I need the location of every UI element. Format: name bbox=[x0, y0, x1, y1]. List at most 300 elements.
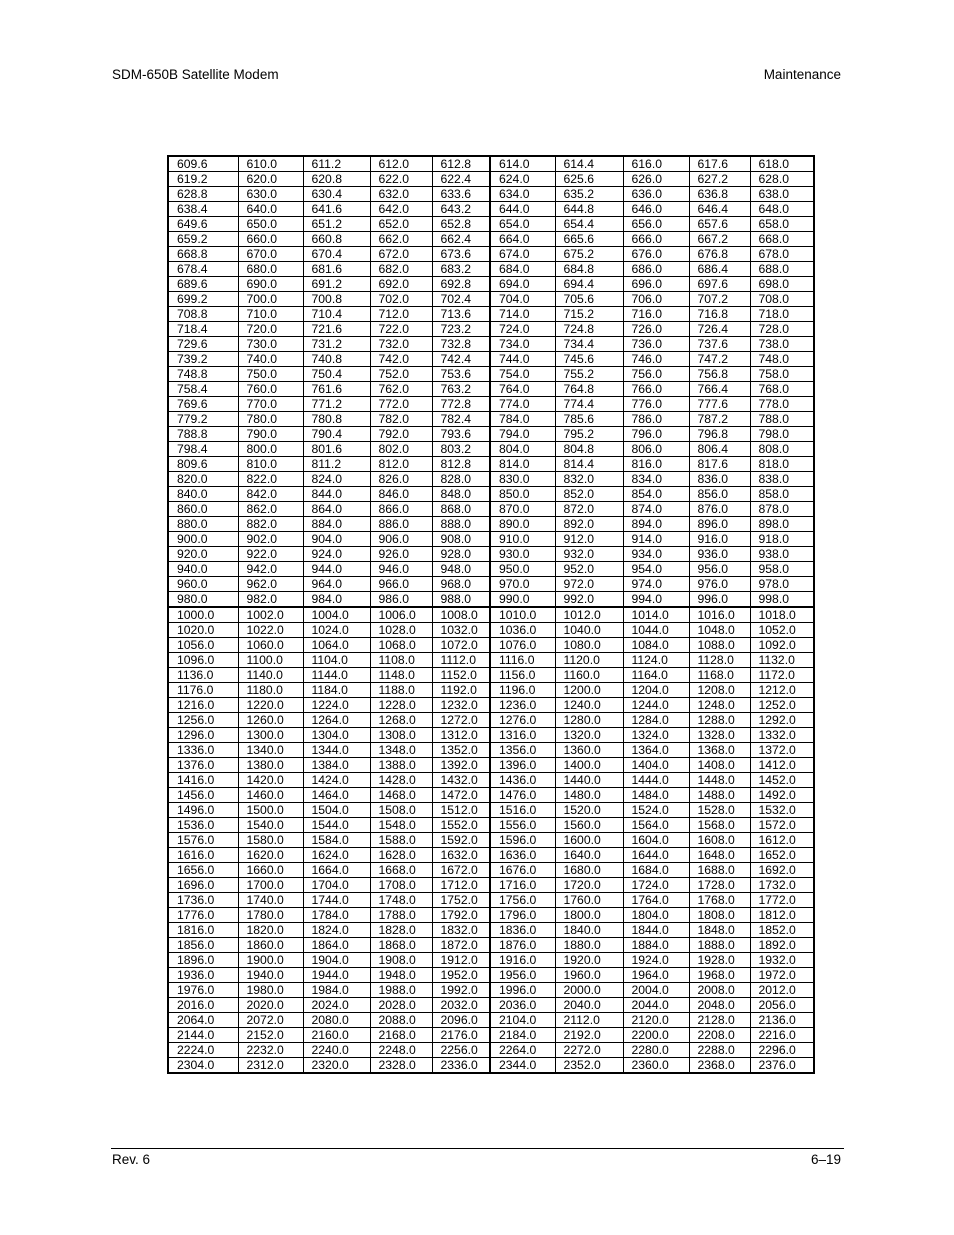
table-cell: 724.8 bbox=[555, 322, 623, 337]
table-cell: 1196.0 bbox=[490, 683, 555, 698]
table-row bbox=[168, 592, 814, 608]
table-cell: 1292.0 bbox=[750, 713, 814, 728]
table-row bbox=[168, 1043, 814, 1058]
table-cell: 760.0 bbox=[238, 382, 303, 397]
table-row bbox=[168, 818, 814, 833]
table-cell: 1924.0 bbox=[623, 953, 689, 968]
table-cell: 1080.0 bbox=[555, 638, 623, 653]
table-cell: 836.0 bbox=[689, 472, 750, 487]
table-cell: 2008.0 bbox=[689, 983, 750, 998]
table-cell: 720.0 bbox=[238, 322, 303, 337]
table-cell: 1792.0 bbox=[432, 908, 490, 923]
table-cell: 642.0 bbox=[370, 202, 432, 217]
table-cell: 694.0 bbox=[490, 277, 555, 292]
table-cell: 769.6 bbox=[168, 397, 238, 412]
table-cell: 1012.0 bbox=[555, 607, 623, 623]
table-cell: 684.0 bbox=[490, 262, 555, 277]
table-cell: 1018.0 bbox=[750, 607, 814, 623]
table-cell: 1524.0 bbox=[623, 803, 689, 818]
table-cell: 1588.0 bbox=[370, 833, 432, 848]
table-cell: 1324.0 bbox=[623, 728, 689, 743]
table-cell: 678.4 bbox=[168, 262, 238, 277]
table-row bbox=[168, 442, 814, 457]
table-cell: 896.0 bbox=[689, 517, 750, 532]
table-cell: 633.6 bbox=[432, 187, 490, 202]
table-cell: 1180.0 bbox=[238, 683, 303, 698]
table-cell: 1460.0 bbox=[238, 788, 303, 803]
page-footer-revision: Rev. 6 bbox=[112, 1152, 151, 1167]
table-row bbox=[168, 1028, 814, 1043]
table-cell: 932.0 bbox=[555, 547, 623, 562]
table-cell: 764.0 bbox=[490, 382, 555, 397]
table-cell: 1400.0 bbox=[555, 758, 623, 773]
table-cell: 1624.0 bbox=[303, 848, 370, 863]
table-cell: 2232.0 bbox=[238, 1043, 303, 1058]
table-row bbox=[168, 968, 814, 983]
table-cell: 1404.0 bbox=[623, 758, 689, 773]
table-cell: 2144.0 bbox=[168, 1028, 238, 1043]
table-cell: 866.0 bbox=[370, 502, 432, 517]
table-cell: 776.0 bbox=[623, 397, 689, 412]
table-row bbox=[168, 277, 814, 292]
table-cell: 646.0 bbox=[623, 202, 689, 217]
table-cell: 705.6 bbox=[555, 292, 623, 307]
table-row bbox=[168, 1058, 814, 1074]
table-cell: 670.4 bbox=[303, 247, 370, 262]
table-cell: 722.0 bbox=[370, 322, 432, 337]
table-cell: 1020.0 bbox=[168, 623, 238, 638]
table-cell: 898.0 bbox=[750, 517, 814, 532]
table-cell: 1396.0 bbox=[490, 758, 555, 773]
table-cell: 1764.0 bbox=[623, 893, 689, 908]
table-cell: 1104.0 bbox=[303, 653, 370, 668]
table-cell: 802.0 bbox=[370, 442, 432, 457]
table-cell: 1444.0 bbox=[623, 773, 689, 788]
table-cell: 626.0 bbox=[623, 172, 689, 187]
table-cell: 928.0 bbox=[432, 547, 490, 562]
table-cell: 1364.0 bbox=[623, 743, 689, 758]
table-cell: 636.8 bbox=[689, 187, 750, 202]
table-cell: 2168.0 bbox=[370, 1028, 432, 1043]
table-cell: 1276.0 bbox=[490, 713, 555, 728]
table-cell: 986.0 bbox=[370, 592, 432, 608]
table-cell: 738.0 bbox=[750, 337, 814, 352]
table-cell: 1072.0 bbox=[432, 638, 490, 653]
table-cell: 688.0 bbox=[750, 262, 814, 277]
table-cell: 962.0 bbox=[238, 577, 303, 592]
table-cell: 1740.0 bbox=[238, 893, 303, 908]
table-cell: 1724.0 bbox=[623, 878, 689, 893]
table-cell: 1412.0 bbox=[750, 758, 814, 773]
table-cell: 842.0 bbox=[238, 487, 303, 502]
table-cell: 1036.0 bbox=[490, 623, 555, 638]
table-row bbox=[168, 232, 814, 247]
table-cell: 2280.0 bbox=[623, 1043, 689, 1058]
table-row bbox=[168, 923, 814, 938]
table-cell: 916.0 bbox=[689, 532, 750, 547]
table-cell: 1880.0 bbox=[555, 938, 623, 953]
table-cell: 812.0 bbox=[370, 457, 432, 472]
table-cell: 1896.0 bbox=[168, 953, 238, 968]
table-row bbox=[168, 247, 814, 262]
table-cell: 1540.0 bbox=[238, 818, 303, 833]
table-cell: 854.0 bbox=[623, 487, 689, 502]
table-row bbox=[168, 292, 814, 307]
table-cell: 1432.0 bbox=[432, 773, 490, 788]
table-cell: 1140.0 bbox=[238, 668, 303, 683]
table-row bbox=[168, 427, 814, 442]
table-cell: 1616.0 bbox=[168, 848, 238, 863]
table-cell: 638.0 bbox=[750, 187, 814, 202]
table-cell: 1752.0 bbox=[432, 893, 490, 908]
table-cell: 1220.0 bbox=[238, 698, 303, 713]
table-cell: 2272.0 bbox=[555, 1043, 623, 1058]
table-cell: 1008.0 bbox=[432, 607, 490, 623]
table-cell: 1296.0 bbox=[168, 728, 238, 743]
table-cell: 1076.0 bbox=[490, 638, 555, 653]
table-cell: 665.6 bbox=[555, 232, 623, 247]
table-cell: 1268.0 bbox=[370, 713, 432, 728]
table-row bbox=[168, 487, 814, 502]
table-cell: 1172.0 bbox=[750, 668, 814, 683]
table-cell: 1032.0 bbox=[432, 623, 490, 638]
table-cell: 708.8 bbox=[168, 307, 238, 322]
table-row bbox=[168, 607, 814, 623]
table-row bbox=[168, 788, 814, 803]
table-cell: 1536.0 bbox=[168, 818, 238, 833]
table-cell: 1368.0 bbox=[689, 743, 750, 758]
table-cell: 1500.0 bbox=[238, 803, 303, 818]
table-cell: 1456.0 bbox=[168, 788, 238, 803]
table-row bbox=[168, 833, 814, 848]
table-cell: 2216.0 bbox=[750, 1028, 814, 1043]
table-cell: 948.0 bbox=[432, 562, 490, 577]
table-cell: 930.0 bbox=[490, 547, 555, 562]
table-cell: 922.0 bbox=[238, 547, 303, 562]
table-cell: 1340.0 bbox=[238, 743, 303, 758]
table-cell: 1908.0 bbox=[370, 953, 432, 968]
table-cell: 692.8 bbox=[432, 277, 490, 292]
table-cell: 1064.0 bbox=[303, 638, 370, 653]
table-cell: 652.0 bbox=[370, 217, 432, 232]
table-cell: 660.0 bbox=[238, 232, 303, 247]
table-row bbox=[168, 577, 814, 592]
table-cell: 970.0 bbox=[490, 577, 555, 592]
table-cell: 814.0 bbox=[490, 457, 555, 472]
table-cell: 698.0 bbox=[750, 277, 814, 292]
table-cell: 614.4 bbox=[555, 156, 623, 172]
table-row bbox=[168, 382, 814, 397]
table-cell: 1024.0 bbox=[303, 623, 370, 638]
table-cell: 723.2 bbox=[432, 322, 490, 337]
table-cell: 1948.0 bbox=[370, 968, 432, 983]
table-cell: 768.0 bbox=[750, 382, 814, 397]
table-cell: 966.0 bbox=[370, 577, 432, 592]
table-cell: 1348.0 bbox=[370, 743, 432, 758]
table-row bbox=[168, 352, 814, 367]
table-cell: 1796.0 bbox=[490, 908, 555, 923]
table-cell: 1888.0 bbox=[689, 938, 750, 953]
table-cell: 1836.0 bbox=[490, 923, 555, 938]
table-cell: 1228.0 bbox=[370, 698, 432, 713]
table-cell: 1016.0 bbox=[689, 607, 750, 623]
table-cell: 1688.0 bbox=[689, 863, 750, 878]
table-cell: 2344.0 bbox=[490, 1058, 555, 1074]
table-cell: 1952.0 bbox=[432, 968, 490, 983]
table-cell: 910.0 bbox=[490, 532, 555, 547]
table-cell: 992.0 bbox=[555, 592, 623, 608]
table-cell: 1768.0 bbox=[689, 893, 750, 908]
table-cell: 731.2 bbox=[303, 337, 370, 352]
table-cell: 2136.0 bbox=[750, 1013, 814, 1028]
table-cell: 1608.0 bbox=[689, 833, 750, 848]
table-cell: 1776.0 bbox=[168, 908, 238, 923]
table-cell: 1976.0 bbox=[168, 983, 238, 998]
table-cell: 1488.0 bbox=[689, 788, 750, 803]
table-cell: 2152.0 bbox=[238, 1028, 303, 1043]
table-cell: 779.2 bbox=[168, 412, 238, 427]
table-cell: 756.0 bbox=[623, 367, 689, 382]
table-cell: 840.0 bbox=[168, 487, 238, 502]
table-cell: 1508.0 bbox=[370, 803, 432, 818]
table-cell: 1708.0 bbox=[370, 878, 432, 893]
table-cell: 712.0 bbox=[370, 307, 432, 322]
table-cell: 1544.0 bbox=[303, 818, 370, 833]
table-cell: 1332.0 bbox=[750, 728, 814, 743]
table-cell: 1876.0 bbox=[490, 938, 555, 953]
table-cell: 632.0 bbox=[370, 187, 432, 202]
table-cell: 2376.0 bbox=[750, 1058, 814, 1074]
table-cell: 926.0 bbox=[370, 547, 432, 562]
table-row bbox=[168, 713, 814, 728]
table-cell: 1784.0 bbox=[303, 908, 370, 923]
table-cell: 1164.0 bbox=[623, 668, 689, 683]
table-row bbox=[168, 803, 814, 818]
table-cell: 1440.0 bbox=[555, 773, 623, 788]
table-cell: 689.6 bbox=[168, 277, 238, 292]
table-cell: 772.0 bbox=[370, 397, 432, 412]
table-cell: 822.0 bbox=[238, 472, 303, 487]
table-cell: 1372.0 bbox=[750, 743, 814, 758]
table-cell: 872.0 bbox=[555, 502, 623, 517]
table-cell: 611.2 bbox=[303, 156, 370, 172]
table-cell: 1208.0 bbox=[689, 683, 750, 698]
table-cell: 1264.0 bbox=[303, 713, 370, 728]
table-cell: 1788.0 bbox=[370, 908, 432, 923]
table-cell: 753.6 bbox=[432, 367, 490, 382]
table-cell: 1972.0 bbox=[750, 968, 814, 983]
table-cell: 816.0 bbox=[623, 457, 689, 472]
table-cell: 708.0 bbox=[750, 292, 814, 307]
table-cell: 874.0 bbox=[623, 502, 689, 517]
table-cell: 2088.0 bbox=[370, 1013, 432, 1028]
table-cell: 675.2 bbox=[555, 247, 623, 262]
table-cell: 1356.0 bbox=[490, 743, 555, 758]
table-cell: 954.0 bbox=[623, 562, 689, 577]
table-cell: 656.0 bbox=[623, 217, 689, 232]
table-cell: 1068.0 bbox=[370, 638, 432, 653]
table-cell: 1864.0 bbox=[303, 938, 370, 953]
table-cell: 880.0 bbox=[168, 517, 238, 532]
table-cell: 1452.0 bbox=[750, 773, 814, 788]
table-cell: 834.0 bbox=[623, 472, 689, 487]
page-number: 6–19 bbox=[810, 1152, 841, 1167]
table-cell: 646.4 bbox=[689, 202, 750, 217]
table-cell: 1212.0 bbox=[750, 683, 814, 698]
table-cell: 944.0 bbox=[303, 562, 370, 577]
table-row bbox=[168, 653, 814, 668]
table-cell: 2044.0 bbox=[623, 998, 689, 1013]
table-cell: 706.0 bbox=[623, 292, 689, 307]
table-cell: 630.4 bbox=[303, 187, 370, 202]
table-cell: 2192.0 bbox=[555, 1028, 623, 1043]
table-row bbox=[168, 202, 814, 217]
table-cell: 726.0 bbox=[623, 322, 689, 337]
table-cell: 1320.0 bbox=[555, 728, 623, 743]
table-cell: 617.6 bbox=[689, 156, 750, 172]
table-cell: 1984.0 bbox=[303, 983, 370, 998]
table-cell: 732.8 bbox=[432, 337, 490, 352]
table-cell: 652.8 bbox=[432, 217, 490, 232]
table-cell: 984.0 bbox=[303, 592, 370, 608]
table-cell: 838.0 bbox=[750, 472, 814, 487]
table-cell: 2104.0 bbox=[490, 1013, 555, 1028]
table-cell: 2000.0 bbox=[555, 983, 623, 998]
table-cell: 721.6 bbox=[303, 322, 370, 337]
table-cell: 809.6 bbox=[168, 457, 238, 472]
table-cell: 1240.0 bbox=[555, 698, 623, 713]
table-cell: 952.0 bbox=[555, 562, 623, 577]
table-cell: 1548.0 bbox=[370, 818, 432, 833]
table-cell: 682.0 bbox=[370, 262, 432, 277]
table-cell: 1420.0 bbox=[238, 773, 303, 788]
table-cell: 750.4 bbox=[303, 367, 370, 382]
table-cell: 976.0 bbox=[689, 577, 750, 592]
table-cell: 752.0 bbox=[370, 367, 432, 382]
table-cell: 758.0 bbox=[750, 367, 814, 382]
table-cell: 1872.0 bbox=[432, 938, 490, 953]
table-row bbox=[168, 502, 814, 517]
table-cell: 1484.0 bbox=[623, 788, 689, 803]
table-cell: 636.0 bbox=[623, 187, 689, 202]
table-cell: 1596.0 bbox=[490, 833, 555, 848]
table-cell: 1644.0 bbox=[623, 848, 689, 863]
table-cell: 1100.0 bbox=[238, 653, 303, 668]
table-cell: 726.4 bbox=[689, 322, 750, 337]
table-cell: 702.0 bbox=[370, 292, 432, 307]
table-cell: 1336.0 bbox=[168, 743, 238, 758]
table-cell: 950.0 bbox=[490, 562, 555, 577]
table-cell: 788.8 bbox=[168, 427, 238, 442]
table-cell: 1028.0 bbox=[370, 623, 432, 638]
table-cell: 1748.0 bbox=[370, 893, 432, 908]
table-cell: 772.8 bbox=[432, 397, 490, 412]
table-cell: 934.0 bbox=[623, 547, 689, 562]
table-cell: 1476.0 bbox=[490, 788, 555, 803]
table-cell: 638.4 bbox=[168, 202, 238, 217]
table-cell: 1022.0 bbox=[238, 623, 303, 638]
table-cell: 2312.0 bbox=[238, 1058, 303, 1074]
table-cell: 812.8 bbox=[432, 457, 490, 472]
table-row bbox=[168, 953, 814, 968]
table-cell: 1300.0 bbox=[238, 728, 303, 743]
table-cell: 654.0 bbox=[490, 217, 555, 232]
table-cell: 732.0 bbox=[370, 337, 432, 352]
table-cell: 1040.0 bbox=[555, 623, 623, 638]
table-cell: 902.0 bbox=[238, 532, 303, 547]
table-cell: 643.2 bbox=[432, 202, 490, 217]
table-cell: 1932.0 bbox=[750, 953, 814, 968]
table-cell: 1160.0 bbox=[555, 668, 623, 683]
table-cell: 904.0 bbox=[303, 532, 370, 547]
table-cell: 1204.0 bbox=[623, 683, 689, 698]
table-cell: 878.0 bbox=[750, 502, 814, 517]
table-row bbox=[168, 908, 814, 923]
table-cell: 2320.0 bbox=[303, 1058, 370, 1074]
table-cell: 1632.0 bbox=[432, 848, 490, 863]
table-cell: 2248.0 bbox=[370, 1043, 432, 1058]
table-cell: 1884.0 bbox=[623, 938, 689, 953]
table-cell: 782.0 bbox=[370, 412, 432, 427]
table-row bbox=[168, 322, 814, 337]
table-cell: 811.2 bbox=[303, 457, 370, 472]
table-cell: 681.6 bbox=[303, 262, 370, 277]
table-cell: 1056.0 bbox=[168, 638, 238, 653]
table-cell: 672.0 bbox=[370, 247, 432, 262]
table-cell: 729.6 bbox=[168, 337, 238, 352]
table-cell: 2360.0 bbox=[623, 1058, 689, 1074]
table-cell: 737.6 bbox=[689, 337, 750, 352]
table-row bbox=[168, 532, 814, 547]
table-cell: 739.2 bbox=[168, 352, 238, 367]
table-row bbox=[168, 983, 814, 998]
table-cell: 628.8 bbox=[168, 187, 238, 202]
table-cell: 670.0 bbox=[238, 247, 303, 262]
table-cell: 761.6 bbox=[303, 382, 370, 397]
table-cell: 748.0 bbox=[750, 352, 814, 367]
table-cell: 1704.0 bbox=[303, 878, 370, 893]
table-cell: 715.2 bbox=[555, 307, 623, 322]
table-cell: 1468.0 bbox=[370, 788, 432, 803]
table-row bbox=[168, 187, 814, 202]
table-row bbox=[168, 893, 814, 908]
table-cell: 1812.0 bbox=[750, 908, 814, 923]
table-cell: 2036.0 bbox=[490, 998, 555, 1013]
table-cell: 1680.0 bbox=[555, 863, 623, 878]
table-cell: 936.0 bbox=[689, 547, 750, 562]
table-cell: 2208.0 bbox=[689, 1028, 750, 1043]
table-cell: 1048.0 bbox=[689, 623, 750, 638]
table-cell: 1992.0 bbox=[432, 983, 490, 998]
table-cell: 1960.0 bbox=[555, 968, 623, 983]
table-cell: 1004.0 bbox=[303, 607, 370, 623]
table-cell: 668.8 bbox=[168, 247, 238, 262]
table-cell: 1464.0 bbox=[303, 788, 370, 803]
table-cell: 785.6 bbox=[555, 412, 623, 427]
table-cell: 640.0 bbox=[238, 202, 303, 217]
table-cell: 2016.0 bbox=[168, 998, 238, 1013]
table-cell: 2296.0 bbox=[750, 1043, 814, 1058]
table-cell: 844.0 bbox=[303, 487, 370, 502]
table-cell: 794.0 bbox=[490, 427, 555, 442]
table-row bbox=[168, 412, 814, 427]
table-cell: 2184.0 bbox=[490, 1028, 555, 1043]
table-cell: 750.0 bbox=[238, 367, 303, 382]
table-cell: 1684.0 bbox=[623, 863, 689, 878]
table-cell: 1156.0 bbox=[490, 668, 555, 683]
table-cell: 654.4 bbox=[555, 217, 623, 232]
table-cell: 755.2 bbox=[555, 367, 623, 382]
